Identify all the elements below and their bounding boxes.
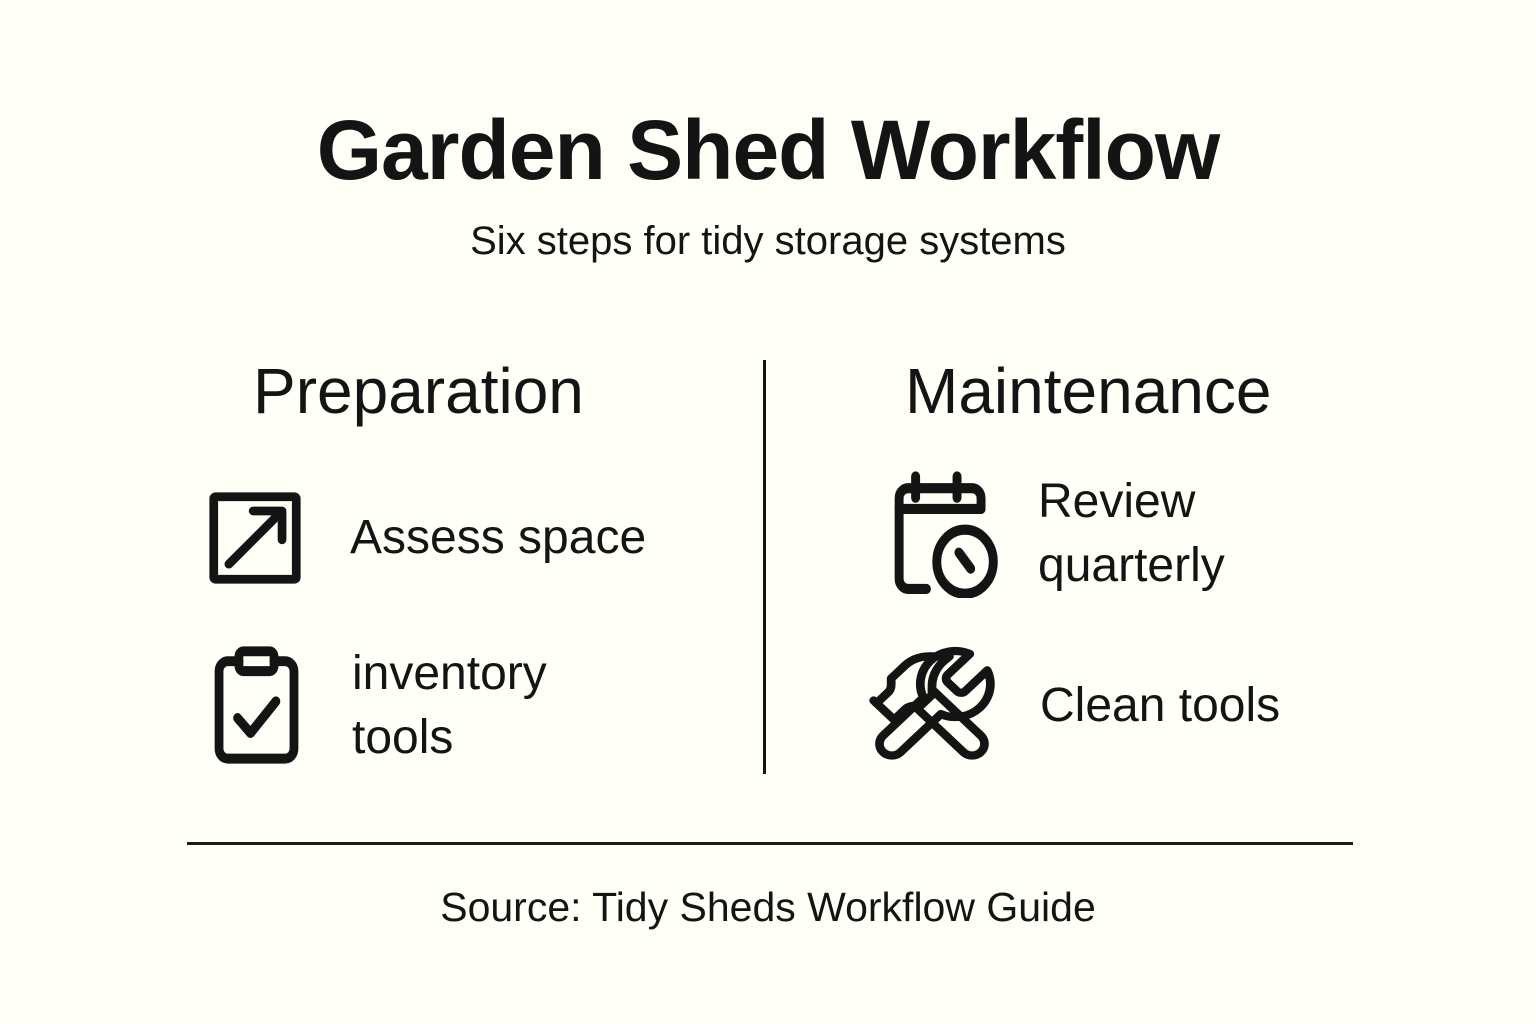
item-label: Assess space <box>350 511 647 564</box>
calendar-clock-icon <box>885 470 998 598</box>
page-title: Garden Shed Workflow <box>316 103 1220 197</box>
list-item-review-quarterly <box>885 470 1270 598</box>
source-text: Source: Tidy Sheds Workflow Guide <box>440 884 1096 930</box>
clipboard-check-icon <box>201 643 312 768</box>
page-subtitle: Six steps for tidy storage systems <box>470 219 1066 263</box>
item-label: Review quarterly <box>1038 475 1225 592</box>
item-label: Clean tools <box>1040 679 1281 732</box>
arrow-up-right-square-icon <box>200 483 310 593</box>
column-header-preparation: Preparation <box>253 355 584 427</box>
hammer-wrench-icon <box>862 640 1002 772</box>
column-header-maintenance: Maintenance <box>905 355 1272 427</box>
column-divider-line <box>763 360 766 774</box>
item-label: inventory tools <box>352 646 547 764</box>
list-item-assess-space <box>200 483 646 593</box>
list-item-clean-tools <box>862 640 1280 772</box>
list-item-inventory-tools <box>201 643 584 768</box>
footer-divider-line <box>187 842 1353 845</box>
